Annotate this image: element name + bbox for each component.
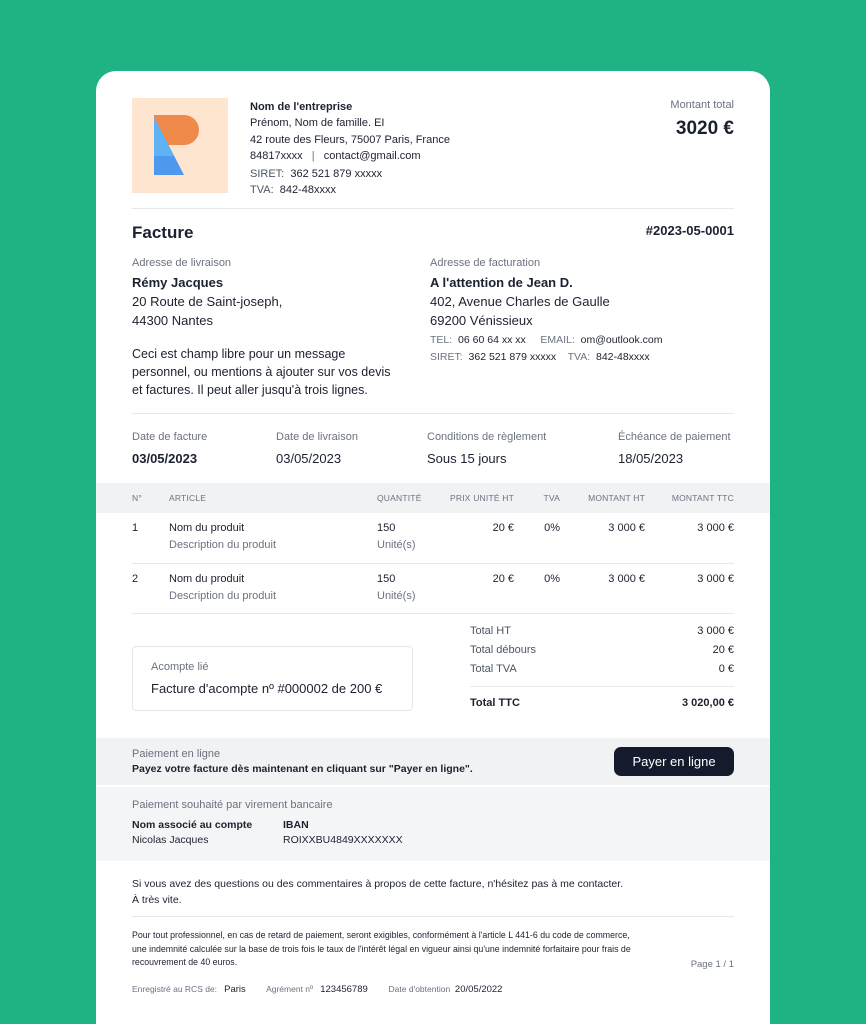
row-number: 2	[132, 573, 139, 585]
row-ttc: 3 000 €	[697, 522, 734, 534]
meta-value: Sous 15 jours	[427, 451, 507, 466]
separator: |	[311, 149, 315, 162]
delivery-line2: 44300 Nantes	[132, 313, 213, 328]
obtention-value: 20/05/2022	[454, 984, 503, 995]
holder-label: Nom associé au compte	[132, 819, 253, 831]
total-debours-label: Total débours	[470, 644, 537, 656]
table-header	[96, 483, 770, 513]
billing-tva: 842-48xxxx	[595, 351, 650, 363]
total-ht: 3 000 €	[697, 625, 734, 637]
deposit-value: Facture d'acompte nº #000002 de 200 €	[151, 681, 383, 696]
divider	[132, 413, 734, 414]
company-phone: 84817xxxx	[250, 149, 303, 162]
company-logo	[132, 98, 228, 193]
billing-address	[430, 257, 662, 363]
invoice-card	[96, 71, 770, 1024]
deposit-label: Acompte lié	[151, 661, 209, 673]
registration-info	[132, 984, 502, 995]
company-email: contact@gmail.com	[323, 149, 421, 162]
contact-line1: Si vous avez des questions ou des commentaires à propos de cette facture, n'hésitez pas à me contacter.	[132, 878, 624, 890]
logo-mark-icon	[132, 98, 228, 193]
linked-deposit-box	[132, 646, 413, 711]
row-number: 1	[132, 522, 139, 534]
billing-tva-label: TVA:	[567, 351, 591, 363]
row-unit: Unité(s)	[377, 539, 416, 551]
tel-value: 06 60 64 xx xx	[458, 334, 526, 346]
online-payment-text: Payez votre facture dès maintenant en cliquant sur "Payer en ligne".	[132, 763, 473, 775]
meta-invoice-date	[132, 431, 207, 466]
tva-value: 842-48xxxx	[279, 184, 337, 197]
row-ttc: 3 000 €	[697, 573, 734, 585]
billing-name: A l'attention de Jean D.	[430, 275, 573, 290]
tva-label: TVA:	[250, 184, 274, 197]
company-person: Prénom, Nom de famille. EI	[250, 117, 385, 130]
meta-due-date	[618, 431, 731, 466]
agrement-value: 123456789	[320, 984, 368, 995]
pay-online-button[interactable]: Payer en ligne	[614, 747, 734, 776]
divider	[132, 208, 734, 209]
meta-label: Conditions de règlement	[427, 431, 547, 443]
delivery-label: Adresse de livraison	[132, 257, 232, 269]
billing-contact	[430, 334, 662, 346]
total-ttc-label: Total TTC	[470, 697, 520, 709]
delivery-address	[132, 257, 282, 328]
meta-value: 03/05/2023	[132, 451, 198, 466]
divider	[132, 613, 734, 614]
company-info	[250, 99, 450, 199]
meta-label: Échéance de paiement	[618, 431, 731, 443]
row-quantity: 150	[377, 522, 396, 534]
row-quantity: 150	[377, 573, 396, 585]
total-tva: 0 €	[718, 663, 734, 675]
meta-label: Date de facture	[132, 431, 208, 443]
iban-value: ROIXXBU4849XXXXXXX	[283, 834, 403, 846]
online-payment-section	[96, 738, 770, 785]
bank-transfer-section	[96, 787, 770, 861]
col-amount-ht: MONTANT HT	[588, 493, 645, 503]
company-address: 42 route des Fleurs, 75007 Paris, France	[250, 133, 450, 146]
email-value: om@outlook.com	[580, 334, 663, 346]
col-amount-ttc: MONTANT TTC	[671, 493, 734, 503]
meta-payment-terms	[427, 431, 546, 466]
row-unit: Unité(s)	[377, 590, 416, 602]
row-tva: 0%	[544, 522, 560, 534]
billing-siret-label: SIRET:	[430, 351, 463, 363]
row-tva: 0%	[544, 573, 560, 585]
siret-label: SIRET:	[250, 168, 285, 181]
meta-delivery-date	[276, 431, 358, 466]
contact-message	[132, 876, 623, 908]
meta-value: 18/05/2023	[618, 451, 684, 466]
siret-value: 362 521 879 xxxxx	[290, 168, 383, 181]
holder-value: Nicolas Jacques	[132, 834, 209, 846]
total-ht-label: Total HT	[470, 625, 511, 637]
row-ht: 3 000 €	[608, 522, 645, 534]
online-payment-label: Paiement en ligne	[132, 748, 221, 760]
total-amount-label: Montant total	[670, 99, 734, 111]
row-article: Nom du produit	[169, 573, 245, 585]
contact-line2: À très vite.	[132, 894, 182, 906]
col-article: ARTICLE	[169, 493, 207, 503]
company-siret	[250, 166, 450, 182]
meta-value: 03/05/2023	[276, 451, 342, 466]
col-unit-price: PRIX UNITÉ HT	[450, 493, 514, 503]
row-description: Description du produit	[169, 539, 277, 551]
company-tva	[250, 182, 450, 198]
delivery-name: Rémy Jacques	[132, 275, 224, 290]
total-tva-label: Total TVA	[470, 663, 517, 675]
total-ttc: 3 020,00 €	[682, 697, 734, 709]
rcs-label: Enregistré au RCS de:	[132, 984, 218, 994]
iban-label: IBAN	[283, 819, 309, 831]
billing-legal	[430, 351, 662, 363]
billing-line2: 69200 Vénissieux	[430, 313, 533, 328]
row-price: 20 €	[492, 573, 514, 585]
company-contact	[250, 148, 450, 164]
delivery-line1: 20 Route de Saint-joseph,	[132, 294, 283, 309]
col-number: N°	[132, 493, 142, 503]
row-ht: 3 000 €	[608, 573, 645, 585]
billing-line1: 402, Avenue Charles de Gaulle	[430, 294, 610, 309]
total-debours: 20 €	[712, 644, 734, 656]
meta-label: Date de livraison	[276, 431, 358, 443]
personal-note: Ceci est champ libre pour un message personnel, ou mentions à ajouter sur vos devis et factures. Il peut aller jusqu'à trois lignes.	[132, 347, 391, 397]
page-number: Page 1 / 1	[690, 959, 734, 970]
divider	[132, 563, 734, 564]
invoice-title: Facture	[132, 223, 194, 242]
obtention-label: Date d'obtention	[388, 984, 451, 994]
email-label: EMAIL:	[540, 334, 575, 346]
col-tva: TVA	[543, 493, 560, 503]
billing-label: Adresse de facturation	[430, 257, 541, 269]
row-article: Nom du produit	[169, 522, 245, 534]
col-quantity: QUANTITÉ	[377, 493, 422, 503]
total-amount: 3020 €	[675, 118, 734, 139]
divider	[132, 916, 734, 917]
legal-text: Pour tout professionnel, en cas de retard de paiement, seront exigibles, conformément à l'article L 441-6 du code de commerce, une indemnité calculée sur la base de trois fois le taux de l'intérêt légal en vigueur ainsi qu'une indemnité forfaitaire pour frais de recouvrement de 40 euros.	[132, 930, 631, 967]
invoice-number: #2023-05-0001	[645, 223, 734, 238]
agrement-label: Agrément nº	[266, 984, 314, 994]
bank-label: Paiement souhaité par virement bancaire	[132, 799, 333, 811]
billing-siret: 362 521 879 xxxxx	[468, 351, 557, 363]
rcs-value: Paris	[224, 984, 246, 995]
tel-label: TEL:	[430, 334, 453, 346]
divider	[470, 686, 734, 687]
row-price: 20 €	[492, 522, 514, 534]
company-name: Nom de l'entreprise	[250, 101, 353, 113]
row-description: Description du produit	[169, 590, 277, 602]
